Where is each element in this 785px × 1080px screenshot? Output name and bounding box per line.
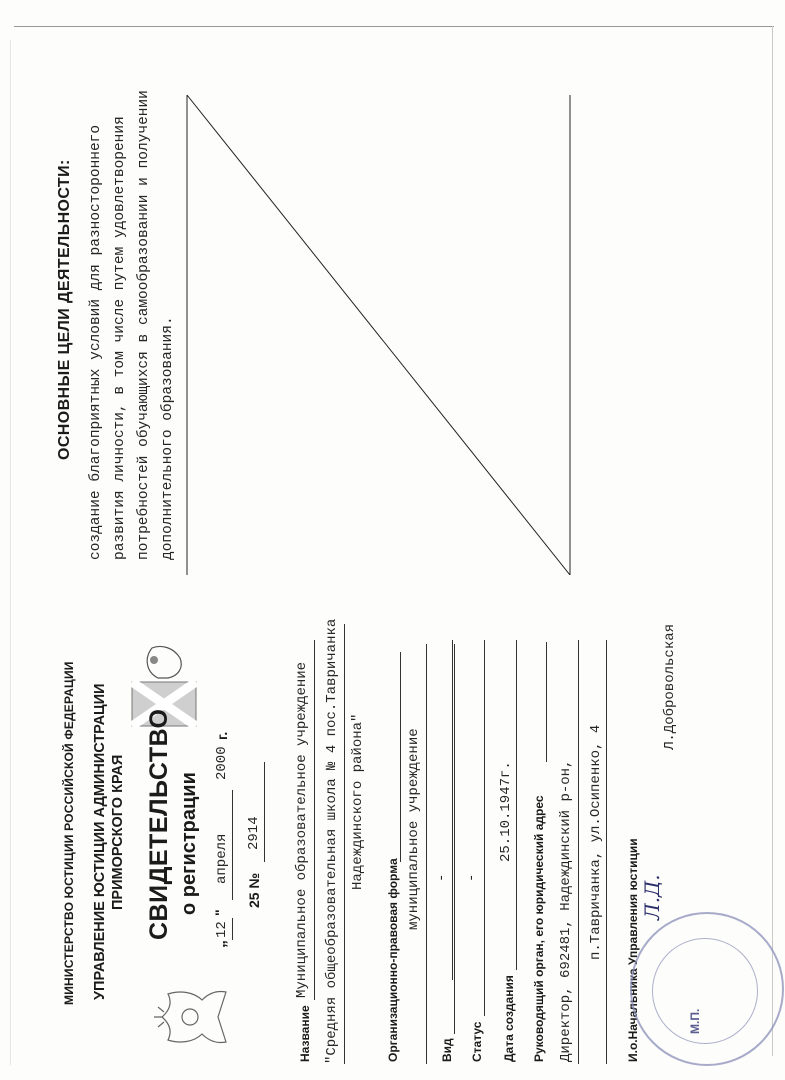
head-label: Руководящий орган, его юридический адрес — [532, 795, 546, 1062]
head-line-1: Директор, 692481, Надеждинский р-он, — [558, 759, 574, 1062]
date-quote-close: " — [212, 909, 228, 916]
department-line-1: УПРАВЛЕНИЕ ЮСТИЦИИ АДМИНИСТРАЦИИ — [92, 683, 108, 1000]
date-day: 12 — [214, 921, 230, 938]
kind-value: - — [434, 873, 450, 882]
seal-mp-mark: М.П. — [688, 1008, 702, 1034]
certificate-title: СВИДЕТЕЛЬСТВО — [145, 708, 173, 940]
goals-line-2: развития личности, в том числе путем удовлетворения — [112, 116, 128, 560]
department-line-2: ПРИМОРСКОГО КРАЯ — [110, 754, 126, 910]
created-value: 25.10.1947г. — [498, 761, 514, 862]
russian-coat-of-arms-icon — [150, 972, 240, 1062]
org-form-label: Организационно-правовая форма — [386, 858, 400, 1062]
chief-label: И.о.Начальника Управления юстиции — [626, 838, 640, 1062]
registration-number-label: 25 № — [246, 872, 262, 908]
name-line-2: "Средняя общеобразовательная школа № 4 пос.Тавричанка — [324, 618, 340, 1064]
ministry-name: МИНИСТЕРСТВО ЮСТИЦИИ РОССИЙСКОЙ ФЕДЕРАЦИИ — [62, 661, 76, 1005]
name-label: Название — [298, 1005, 312, 1062]
name-line-1: Муниципальное образовательное учреждение — [294, 661, 310, 998]
goals-title: ОСНОВНЫЕ ЦЕЛИ ДЕЯТЕЛЬНОСТИ: — [56, 159, 73, 460]
official-seal-inner-ring — [652, 938, 758, 1044]
kind-label: Вид — [440, 1038, 454, 1062]
date-quote-open: „ — [212, 940, 229, 948]
handwritten-signature: Л.Д. — [640, 874, 664, 920]
date-month: апреля — [214, 833, 230, 884]
certificate-subtitle: о регистрации — [178, 772, 200, 915]
date-year-suffix: г. — [214, 731, 230, 740]
date-year: 2000 — [214, 746, 230, 780]
goals-line-4: дополнительного образования. — [160, 316, 176, 560]
org-form-value: муниципальное учреждение — [406, 728, 422, 930]
blank-area-cancellation-mark — [180, 90, 600, 575]
registration-number: 2914 — [246, 816, 262, 850]
head-line-2: п.Тавричанка, ул.Осипенко, 4 — [588, 724, 604, 960]
goals-line-3: потребностей обучающихся в самообразовании и получении — [136, 90, 152, 560]
status-value: - — [464, 873, 480, 882]
created-label: Дата создания — [502, 975, 516, 1062]
name-line-3: Надеждинского района" — [350, 713, 366, 890]
chief-name: Л.Добровольская — [662, 623, 678, 750]
goals-line-1: создание благоприятных условий для разностороннего — [88, 124, 104, 560]
status-label: Статус — [470, 1021, 484, 1062]
